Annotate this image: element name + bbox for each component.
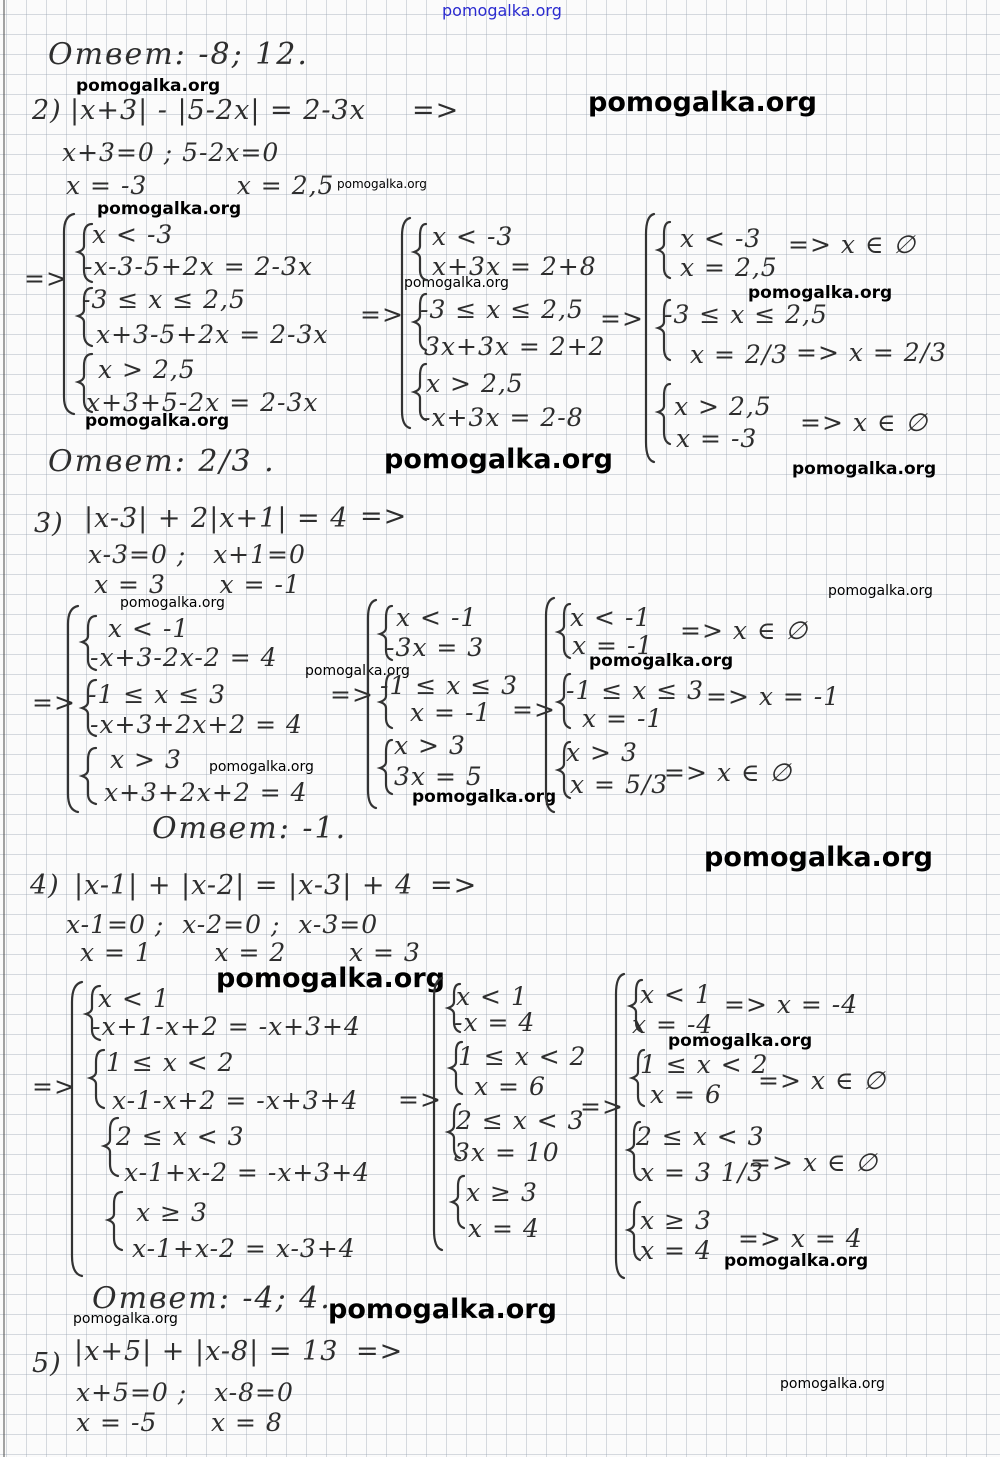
p4-c3-l1: x < 1 [640, 980, 712, 1009]
p3-c3-l2: x = -1 [572, 631, 654, 660]
problem-4-arrow: => [430, 870, 478, 901]
p2-c1-l5: x > 2,5 [98, 355, 196, 384]
problem-5-zeros: x+5=0 ; x-8=0 [76, 1378, 294, 1407]
p4-implies-2: => [398, 1085, 442, 1114]
p4-c1-l2: -x+1-x+2 = -x+3+4 [92, 1012, 361, 1041]
p2-c1-l6: x+3+5-2x = 2-3x [86, 388, 319, 417]
watermark: pomogalka.org [76, 76, 221, 96]
watermark: pomogalka.org [328, 1294, 557, 1325]
watermark: pomogalka.org [412, 787, 557, 807]
watermark: pomogalka.org [589, 651, 734, 671]
p2-c2-l2: x+3x = 2+8 [432, 252, 597, 281]
p4-c2-l4: x = 6 [474, 1072, 546, 1101]
answer-3: Ответ: -1. [152, 811, 348, 846]
p3-c3-l1: x < -1 [570, 603, 652, 632]
problem-5-equation: |x+5| + |x-8| = 13 [74, 1336, 339, 1367]
problem-5-label: 5) [32, 1348, 62, 1379]
problem-3-equation: |x-3| + 2|x+1| = 4 [84, 503, 349, 534]
answer-2: Ответ: 2/3 . [48, 444, 276, 479]
problem-4-equation: |x-1| + |x-2| = |x-3| + 4 [74, 870, 414, 901]
watermark: pomogalka.org [828, 583, 933, 599]
p3-c2-l4: x = -1 [410, 698, 492, 727]
p2-c3-l1: x < -3 [680, 224, 762, 253]
problem-2-roots: x = -3 x = 2,5 [66, 171, 335, 200]
p4-c3-l8: x = 4 [640, 1236, 712, 1265]
problem-3-arrow: => [360, 501, 408, 532]
p4-c3-l7: x ≥ 3 [640, 1206, 712, 1235]
p4-implies-3: => [580, 1092, 624, 1121]
p3-c2-l1: x < -1 [396, 603, 478, 632]
p4-c2-l1: x < 1 [456, 982, 528, 1011]
p4-c2-l3: 1 ≤ x < 2 [458, 1042, 587, 1071]
watermark: pomogalka.org [337, 177, 427, 191]
p2-c1-l2: -x-3-5+2x = 2-3x [84, 252, 313, 281]
p2-implies-2: => [360, 300, 404, 329]
p4-c2-l2: -x = 4 [454, 1008, 536, 1037]
p3-c2-l2: -3x = 3 [386, 633, 485, 662]
p2-c2-l5: x > 2,5 [426, 369, 524, 398]
p4-conclusion-2: => x ∈ ∅ [758, 1066, 887, 1095]
answer-1: Ответ: -8; 12. [48, 37, 309, 72]
problem-5-arrow: => [356, 1336, 404, 1367]
watermark: pomogalka.org [792, 459, 937, 479]
watermark: pomogalka.org [704, 842, 933, 873]
p2-c2-l3: -3 ≤ x ≤ 2,5 [420, 295, 584, 324]
p2-col3-brace [640, 212, 676, 464]
watermark: pomogalka.org [85, 411, 230, 431]
problem-5-roots: x = -5 x = 8 [76, 1408, 283, 1437]
p4-c3-l2: x = -4 [632, 1010, 714, 1039]
problem-3-roots: x = 3 x = -1 [94, 570, 301, 599]
answer-4: Ответ: -4; 4. [92, 1281, 332, 1316]
watermark: pomogalka.org [97, 199, 242, 219]
p3-c1-l4: -x+3+2x+2 = 4 [90, 710, 303, 739]
problem-2-label: 2) [32, 95, 62, 126]
p2-c1-l1: x < -3 [92, 220, 174, 249]
p3-c3-l6: x = 5/3 [570, 770, 669, 799]
p2-c2-l4: 3x+3x = 2+2 [424, 332, 606, 361]
p4-c2-l6: 3x = 10 [454, 1138, 560, 1167]
p4-c3-l4: x = 6 [650, 1080, 722, 1109]
problem-4-label: 4) [30, 870, 60, 901]
p2-c3-l5: x > 2,5 [674, 392, 772, 421]
p4-c1-l6: x-1+x-2 = -x+3+4 [124, 1158, 371, 1187]
p3-c2-l5: x > 3 [394, 731, 466, 760]
p3-c1-l1: x < -1 [108, 614, 190, 643]
watermark: pomogalka.org [305, 663, 410, 679]
problem-3-zeros: x-3=0 ; x+1=0 [88, 540, 306, 569]
watermark: pomogalka.org [588, 87, 817, 118]
p2-conclusion-3: => x ∈ ∅ [800, 408, 929, 437]
watermark: pomogalka.org [73, 1311, 178, 1327]
p2-c1-l3: -3 ≤ x ≤ 2,5 [82, 285, 246, 314]
p3-c1-l2: -x+3-2x-2 = 4 [90, 643, 278, 672]
p3-c1-l3: -1 ≤ x ≤ 3 [88, 680, 227, 709]
p2-c2-l1: x < -3 [432, 222, 514, 251]
p4-conclusion-3: => x ∈ ∅ [750, 1148, 879, 1177]
p4-c3-l6: x = 3 1/3 [640, 1158, 765, 1187]
watermark: pomogalka.org [384, 444, 613, 475]
p4-conclusion-1: => x = -4 [724, 990, 859, 1019]
p4-c2-l5: 2 ≤ x < 3 [456, 1106, 585, 1135]
p3-c2-l6: 3x = 5 [394, 762, 483, 791]
p4-c1-l3: 1 ≤ x < 2 [106, 1048, 235, 1077]
watermark: pomogalka.org [780, 1376, 885, 1392]
p3-conclusion-1: => x ∈ ∅ [680, 616, 809, 645]
p2-c3-l2: x = 2,5 [680, 253, 778, 282]
p3-conclusion-3: => x ∈ ∅ [664, 758, 793, 787]
p4-c1-l7: x ≥ 3 [136, 1198, 208, 1227]
watermark: pomogalka.org [209, 759, 314, 775]
p3-conclusion-2: => x = -1 [706, 682, 841, 711]
problem-2-equation: |x+3| - |5-2x| = 2-3x [70, 95, 366, 126]
p3-c2-l3: -1 ≤ x ≤ 3 [380, 671, 519, 700]
problem-2-zeros: x+3=0 ; 5-2x=0 [62, 138, 280, 167]
p3-implies-2: => [330, 680, 374, 709]
watermark: pomogalka.org [216, 963, 445, 994]
p3-implies-1: => [32, 688, 76, 717]
p3-c3-l3: -1 ≤ x ≤ 3 [566, 676, 705, 705]
p4-c1-l4: x-1-x+2 = -x+3+4 [112, 1086, 359, 1115]
p2-c3-l4: x = 2/3 [690, 340, 789, 369]
p2-c1-l4: x+3-5+2x = 2-3x [96, 320, 329, 349]
p3-c1-l6: x+3+2x+2 = 4 [104, 778, 308, 807]
p2-c3-l6: x = -3 [676, 424, 758, 453]
problem-4-roots: x = 1 x = 2 x = 3 [80, 938, 421, 967]
p3-c3-l5: x > 3 [566, 738, 638, 767]
p4-c3-l3: 1 ≤ x < 2 [640, 1050, 769, 1079]
p3-implies-3: => [512, 695, 556, 724]
watermark: pomogalka.org [748, 283, 893, 303]
p2-implies-3: => [600, 304, 644, 333]
p4-c1-l1: x < 1 [98, 984, 170, 1013]
p2-conclusion-1: => x ∈ ∅ [788, 230, 917, 259]
p2-c3-l3: -3 ≤ x ≤ 2,5 [664, 300, 828, 329]
watermark: pomogalka.org [668, 1031, 813, 1051]
p2-conclusion-2: => x = 2/3 [796, 338, 948, 367]
p4-c1-l8: x-1+x-2 = x-3+4 [132, 1234, 356, 1263]
watermark: pomogalka.org [120, 595, 225, 611]
p4-c2-l7: x ≥ 3 [466, 1178, 538, 1207]
p3-c3-l4: x = -1 [582, 704, 664, 733]
p4-c3-l5: 2 ≤ x < 3 [636, 1122, 765, 1151]
p4-c2-l8: x = 4 [468, 1214, 540, 1243]
p3-c1-l5: x > 3 [110, 745, 182, 774]
p4-implies-1: => [32, 1072, 76, 1101]
page-margin-line [3, 0, 5, 1457]
problem-3-label: 3) [34, 508, 64, 539]
watermark-top: pomogalka.org [442, 1, 562, 20]
p3-col1-brace [62, 604, 102, 814]
p3-col2-brace [362, 598, 398, 810]
p2-c2-l6: -x+3x = 2-8 [422, 403, 584, 432]
p4-c1-l5: 2 ≤ x < 3 [116, 1122, 245, 1151]
watermark: pomogalka.org [404, 275, 509, 291]
problem-4-zeros: x-1=0 ; x-2=0 ; x-3=0 [66, 910, 379, 939]
p2-implies-1: => [24, 264, 68, 293]
p4-conclusion-4: => x = 4 [738, 1224, 863, 1253]
watermark: pomogalka.org [724, 1251, 869, 1271]
problem-2-arrow: => [412, 95, 460, 126]
